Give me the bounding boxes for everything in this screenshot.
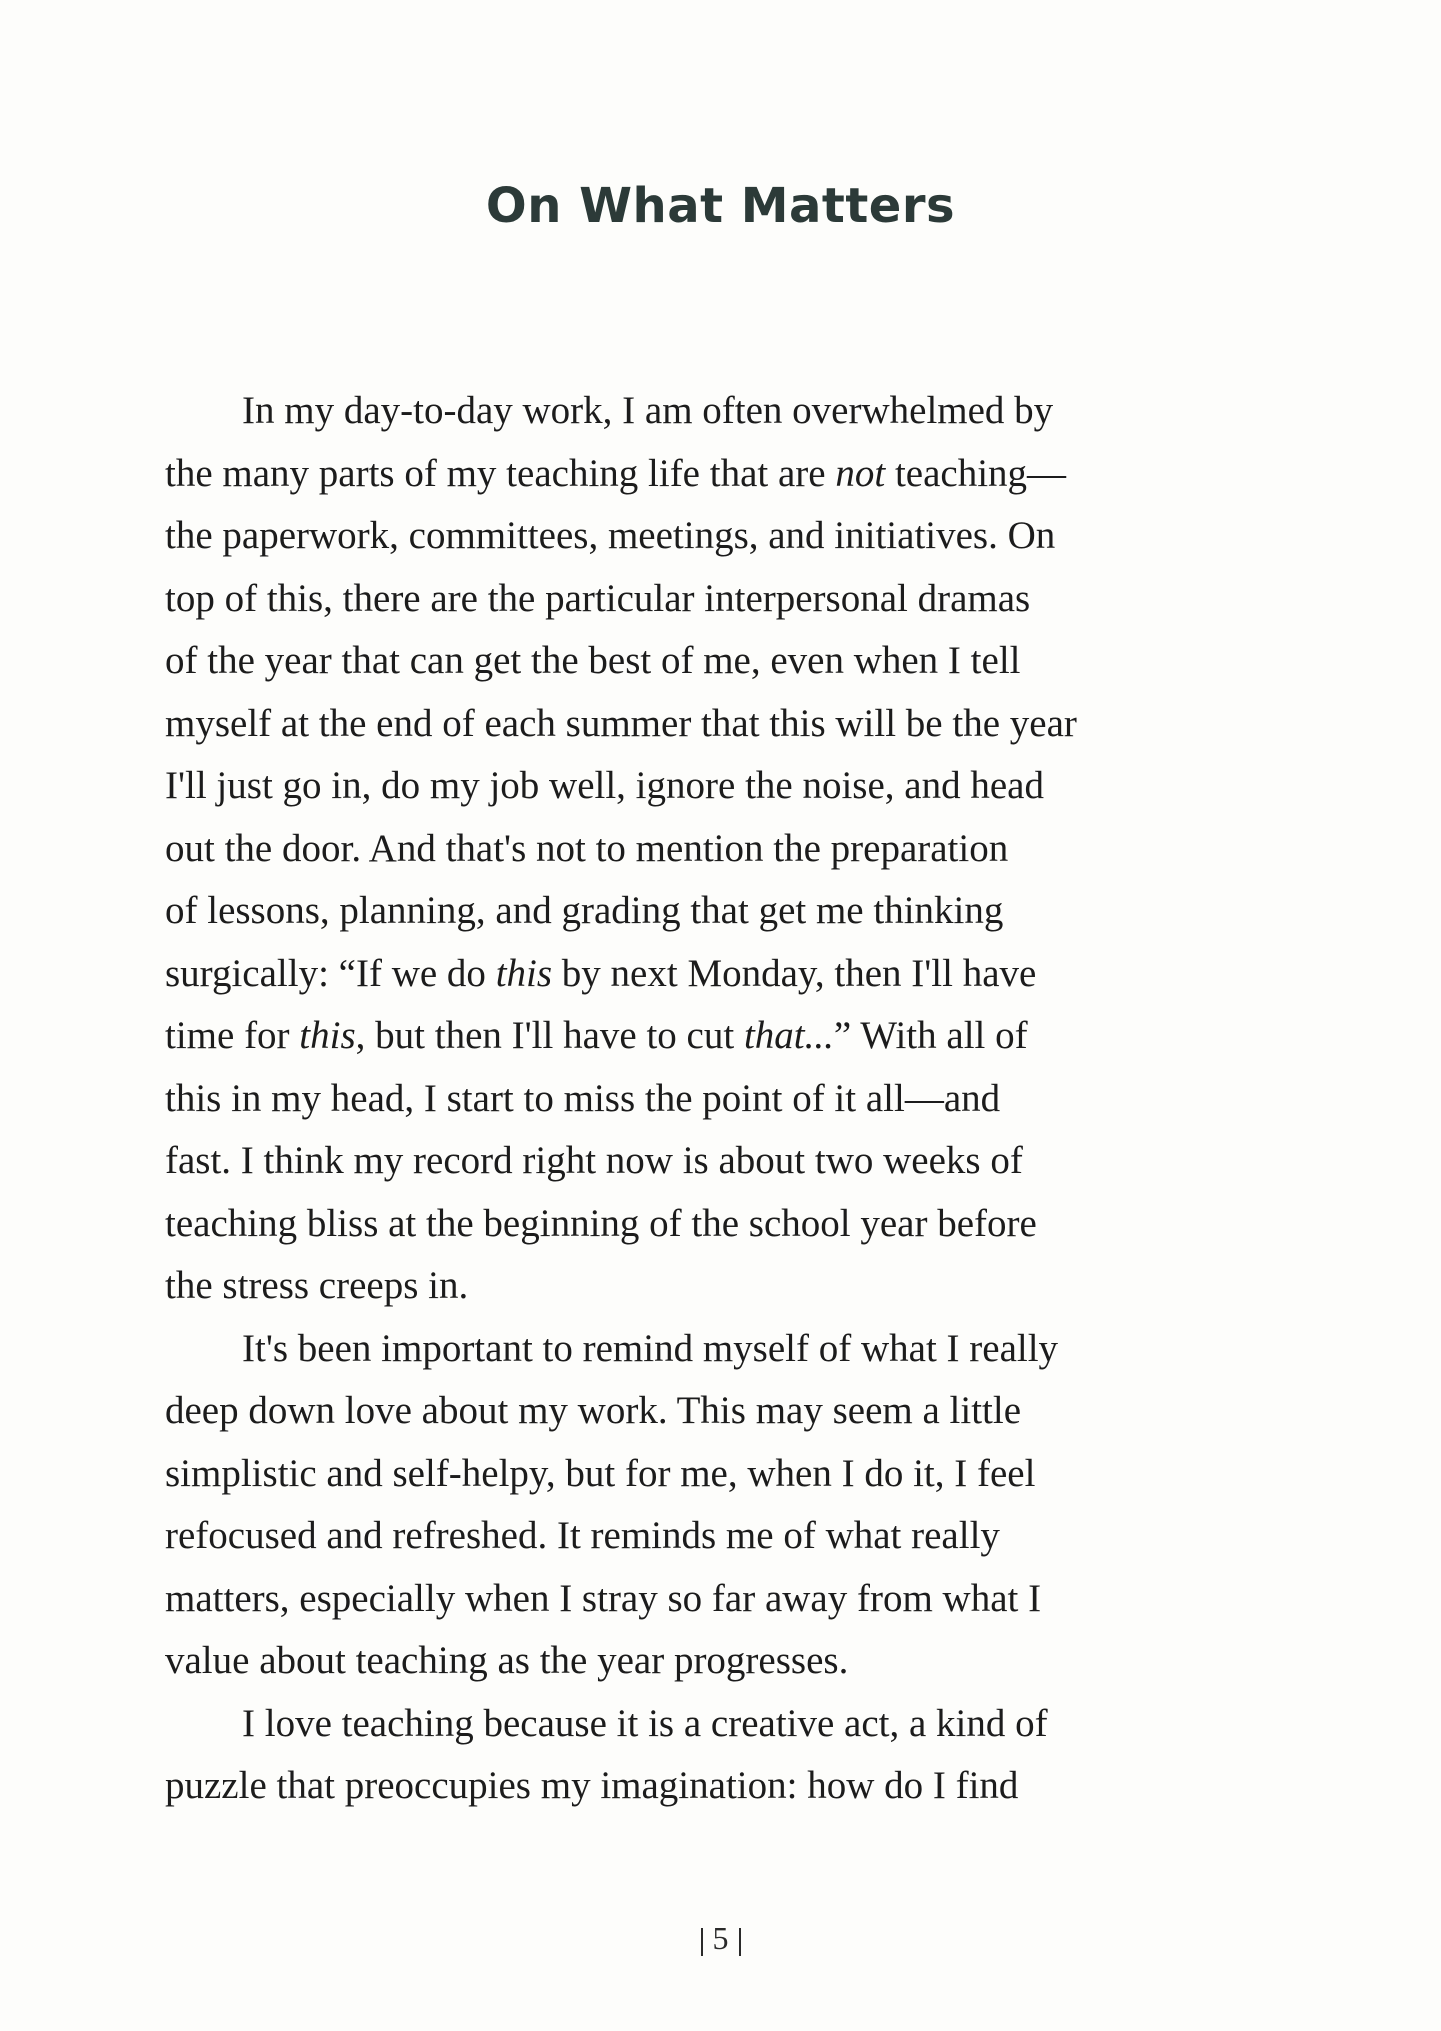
text-line	[165, 755, 1265, 818]
text-line	[165, 818, 1265, 881]
italic-text: this	[299, 1014, 356, 1057]
text-segment: matters, especially when I stray so far away from what I	[165, 1576, 1042, 1620]
text-line	[165, 1318, 1265, 1381]
text-segment: top of this, there are the particular interpersonal dramas	[165, 576, 1031, 620]
text-segment: puzzle that preoccupies my imagination: how do I find	[165, 1764, 1019, 1807]
text-segment: surgically: “If we do	[165, 951, 496, 995]
text-line	[165, 943, 1265, 1006]
page-number	[0, 1920, 1441, 1957]
text-segment: this in my head, I start to miss the point of it all—and	[165, 1076, 1001, 1120]
text-segment: by next Monday, then I'll have	[552, 951, 1037, 995]
text-segment: deep down love about my work. This may seem a little	[165, 1389, 1022, 1432]
italic-text: that...	[743, 1014, 834, 1057]
text-segment: simplistic and self-helpy, but for me, when I do it, I feel	[165, 1451, 1036, 1495]
text-line	[165, 568, 1265, 631]
text-line	[165, 505, 1265, 568]
chapter-title: On What Matters	[485, 178, 956, 234]
text-segment: the paperwork, committees, meetings, and initiatives. On	[165, 514, 1056, 557]
text-line	[165, 1443, 1265, 1506]
folio-bar-left	[701, 1928, 703, 1956]
text-segment: teaching bliss at the beginning of the school year before	[165, 1201, 1037, 1245]
text-line	[165, 1755, 1265, 1818]
text-segment: time for	[165, 1014, 300, 1057]
text-line	[165, 693, 1265, 756]
text-line	[165, 1193, 1265, 1256]
text-segment: the stress creeps in.	[165, 1264, 469, 1307]
text-segment: It's been important to remind myself of what I really	[242, 1326, 1059, 1370]
text-segment: In my day-to-day work, I am often overwhelmed by	[242, 389, 1054, 432]
text-line	[165, 1130, 1265, 1193]
text-line	[165, 880, 1265, 943]
text-segment: value about teaching as the year progresses.	[165, 1639, 849, 1682]
text-segment: ” With all of	[833, 1014, 1028, 1057]
text-segment: I'll just go in, do my job well, ignore the noise, and head	[165, 764, 1044, 807]
text-segment: of lessons, planning, and grading that get me thinking	[165, 889, 1004, 932]
text-line	[165, 1630, 1265, 1693]
text-segment: myself at the end of each summer that this will be the year	[165, 701, 1077, 745]
text-segment: teaching—	[885, 451, 1067, 495]
italic-text: not	[835, 451, 886, 495]
italic-text: this	[495, 951, 553, 995]
text-line	[165, 1505, 1265, 1568]
text-segment: fast. I think my record right now is about two weeks of	[165, 1139, 1023, 1182]
text-line	[165, 443, 1265, 506]
text-line	[165, 1005, 1265, 1068]
text-segment: out the door. And that's not to mention the preparation	[165, 826, 1009, 870]
text-segment: the many parts of my teaching life that are	[165, 451, 836, 495]
text-segment: , but then I'll have to cut	[355, 1014, 744, 1057]
body-text	[165, 380, 1265, 1818]
text-line	[165, 1568, 1265, 1631]
text-segment: refocused and refreshed. It reminds me of what really	[165, 1514, 1000, 1557]
text-line	[165, 630, 1265, 693]
text-segment: of the year that can get the best of me, even when I tell	[165, 639, 1021, 682]
text-line	[165, 1380, 1265, 1443]
text-line	[165, 1068, 1265, 1131]
text-line	[165, 380, 1265, 443]
text-segment: I love teaching because it is a creative act, a kind of	[242, 1701, 1048, 1745]
folio-bar-right	[739, 1928, 741, 1956]
page-number-value: 5	[712, 1920, 729, 1956]
text-line	[165, 1255, 1265, 1318]
text-line	[165, 1693, 1265, 1756]
